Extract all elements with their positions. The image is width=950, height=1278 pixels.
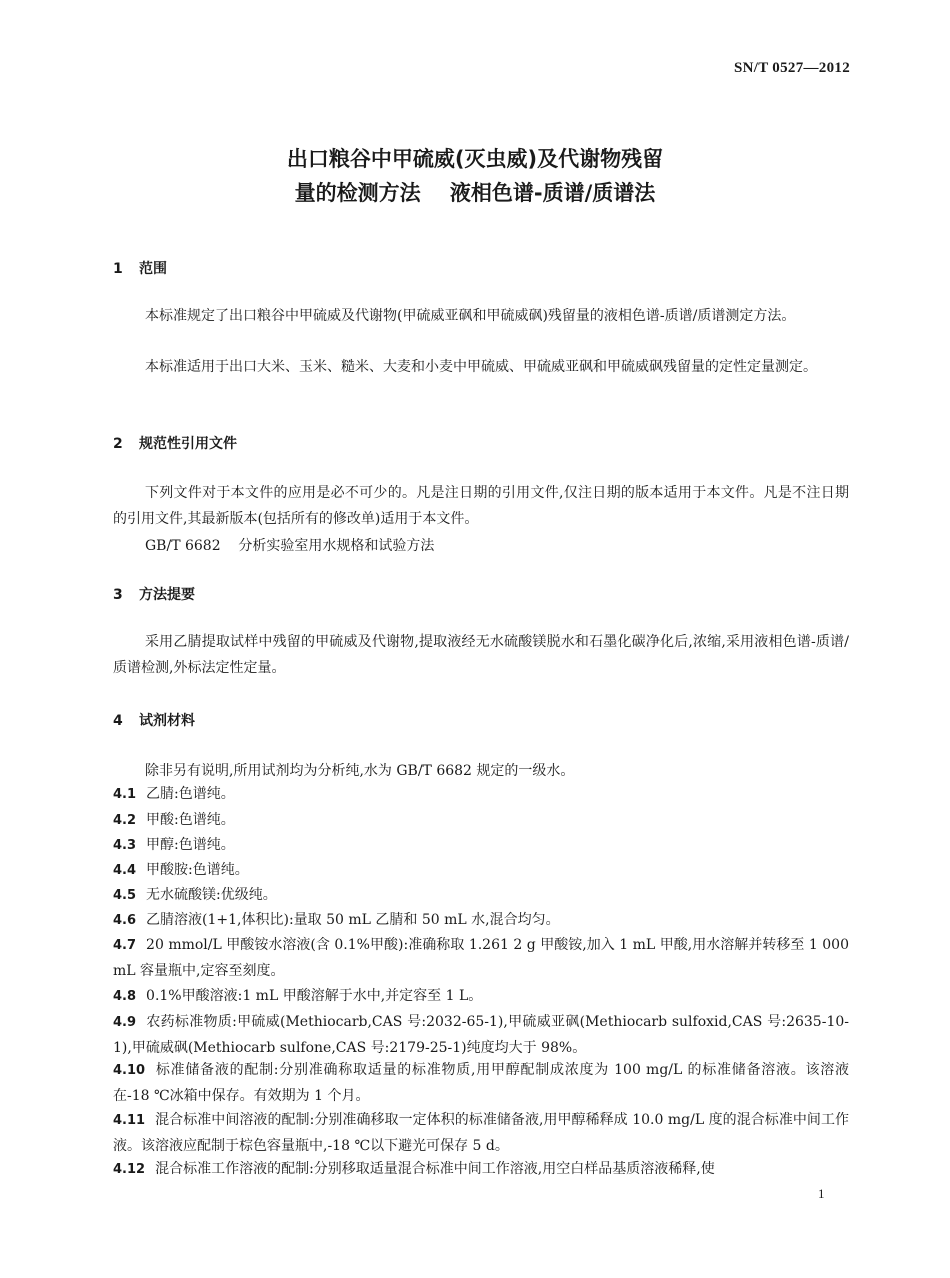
section-heading-3 bbox=[113, 584, 195, 604]
title-line-2: 量的检测方法 液相色谱-质谱/质谱法 bbox=[294, 181, 656, 205]
list-item: 4.3 甲醇:色谱纯。 bbox=[113, 837, 235, 853]
section-heading-1 bbox=[113, 258, 167, 278]
section3-paragraph-1: 采用乙腈提取试样中残留的甲硫威及代谢物,提取液经无水硫酸镁脱水和石墨化碳净化后,浓缩,采用液相色谱-质谱/质谱检测,外标法定性定量。 bbox=[113, 634, 849, 676]
section-heading-2 bbox=[113, 433, 237, 453]
section2-paragraph-1: 下列文件对于本文件的应用是必不可少的。凡是注日期的引用文件,仅注日期的版本适用于本文件。凡是不注日期的引用文件,其最新版本(包括所有的修改单)适用于本文件。 bbox=[113, 485, 849, 527]
section-number: 4 bbox=[113, 713, 123, 729]
normative-reference: GB/T 6682 分析实验室用水规格和试验方法 bbox=[145, 538, 435, 554]
page-number: 1 bbox=[818, 1186, 825, 1201]
list-item: 4.6 乙腈溶液(1+1,体积比):量取 50 mL 乙腈和 50 mL 水,混合均匀。 bbox=[113, 912, 560, 928]
list-item: 4.4 甲酸胺:色谱纯。 bbox=[113, 862, 249, 878]
list-item: 4.12 混合标准工作溶液的配制:分别移取适量混合标准中间工作溶液,用空白样品基质溶液稀释,使 bbox=[113, 1161, 715, 1177]
section-number: 3 bbox=[113, 587, 123, 603]
section-title: 方法提要 bbox=[139, 587, 195, 603]
section-title: 规范性引用文件 bbox=[139, 436, 237, 452]
section-title: 范围 bbox=[139, 261, 167, 277]
list-item: 4.11 混合标准中间溶液的配制:分别准确移取一定体积的标准储备液,用甲醇稀释成 10.0 mg/L 度的混合标准中间工作液。该溶液应配制于棕色容量瓶中,-18 ℃以下避光可保存 5 d。 bbox=[113, 1112, 849, 1154]
section-number: 2 bbox=[113, 436, 123, 452]
list-item: 4.7 20 mmol/L 甲酸铵水溶液(含 0.1%甲酸):准确称取 1.261 2 g 甲酸铵,加入 1 mL 甲酸,用水溶解并转移至 1 000 mL 容量瓶中,定容至刻度。 bbox=[113, 937, 849, 979]
title-line-1: 出口粮谷中甲硫威(灭虫威)及代谢物残留 bbox=[286, 147, 664, 171]
list-item: 4.9 农药标准物质:甲硫威(Methiocarb,CAS 号:2032-65-1),甲硫威亚砜(Methiocarb sulfoxid,CAS 号:2635-10-1),甲硫威砜(Methiocarb sulfone,CAS 号:2179-25-1)纯度均大于 98%。 bbox=[113, 1014, 849, 1056]
list-item: 4.1 乙腈:色谱纯。 bbox=[113, 786, 235, 802]
standard-code: SN/T 0527—2012 bbox=[733, 60, 850, 76]
document-title bbox=[0, 142, 950, 210]
list-item: 4.8 0.1%甲酸溶液:1 mL 甲酸溶解于水中,并定容至 1 L。 bbox=[113, 988, 483, 1004]
list-item: 4.2 甲酸:色谱纯。 bbox=[113, 812, 235, 828]
section4-intro: 除非另有说明,所用试剂均为分析纯,水为 GB/T 6682 规定的一级水。 bbox=[145, 763, 575, 779]
section-title: 试剂材料 bbox=[139, 713, 195, 729]
list-item: 4.5 无水硫酸镁:优级纯。 bbox=[113, 887, 277, 903]
list-item: 4.10 标准储备液的配制:分别准确称取适量的标准物质,用甲醇配制成浓度为 100 mg/L 的标准储备溶液。该溶液在-18 ℃冰箱中保存。有效期为 1 个月。 bbox=[113, 1062, 849, 1104]
section-number: 1 bbox=[113, 261, 123, 277]
section1-paragraph-1: 本标准规定了出口粮谷中甲硫威及代谢物(甲硫威亚砜和甲硫威砜)残留量的液相色谱-质谱/质谱测定方法。 bbox=[145, 308, 796, 324]
section1-paragraph-2: 本标准适用于出口大米、玉米、糙米、大麦和小麦中甲硫威、甲硫威亚砜和甲硫威砜残留量的定性定量测定。 bbox=[145, 359, 817, 375]
section-heading-4 bbox=[113, 710, 195, 730]
